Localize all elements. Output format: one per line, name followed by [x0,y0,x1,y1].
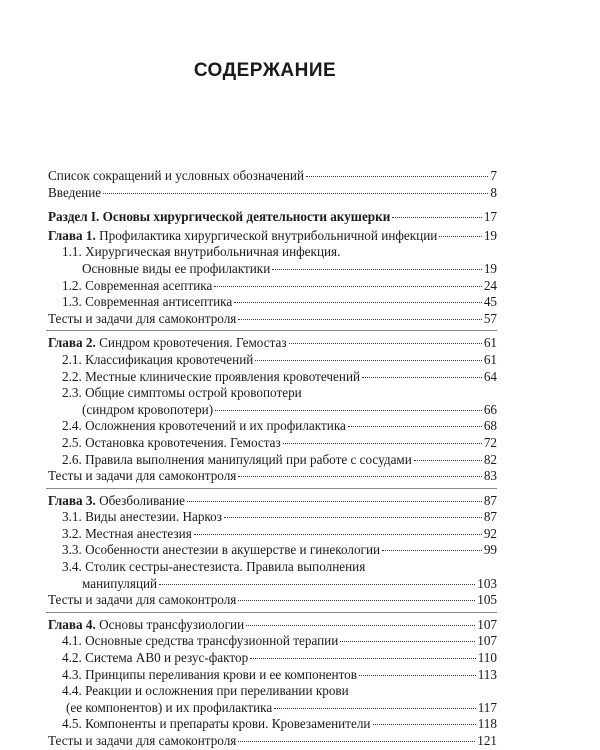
toc-entry-text: Основные виды ее профилактики [82,260,271,276]
toc-item-4-2[interactable] [48,650,497,667]
toc-item-1-1[interactable] [48,244,497,261]
toc-chapter-3[interactable] [48,493,497,510]
dot-leader [255,360,482,361]
toc-entry-text: 3.3. Особенности анестезии в акушерстве и гинекологии [62,542,381,558]
chapter-label: Глава 2. [48,335,96,351]
toc-tests-3[interactable] [48,592,497,609]
dot-leader [414,460,482,461]
dot-leader [340,641,475,642]
toc-entry-text: Тесты и задачи для самоконтроля [48,733,237,748]
toc-entry-text: 3.2. Местная анестезия [62,525,192,541]
toc-page-number: 61 [483,351,497,367]
toc-item-3-2[interactable] [48,526,497,543]
toc-item-3-4-continued[interactable] [48,576,497,593]
toc-item-4-3[interactable] [48,667,497,684]
toc-entry-text: 4.5. Компоненты и препараты крови. Кровезаменители [62,716,371,732]
toc-item-2-4[interactable] [48,418,497,435]
toc-page-number: 117 [477,699,497,715]
toc-page-number: 121 [477,733,497,748]
dot-leader [238,319,481,320]
toc-page-number: 87 [483,509,497,525]
toc-item-3-4[interactable] [48,559,497,576]
toc-entry-introduction[interactable] [48,185,497,202]
toc-tests-2[interactable] [48,468,497,485]
toc-entry-text: Введение [48,184,102,200]
dot-leader [250,658,476,659]
chapter-title: Обезболивание [99,492,186,508]
dot-leader [224,517,482,518]
toc-item-2-3[interactable] [48,385,497,402]
toc-entry-text: Тесты и задачи для самоконтроля [48,310,237,326]
table-of-contents [48,168,497,750]
toc-page-number: 7 [490,168,497,183]
toc-item-3-3[interactable] [48,542,497,559]
section-title: Раздел I. Основы хирургической деятельности акушерки [48,209,391,225]
toc-tests-1[interactable] [48,311,497,328]
toc-page-number: 72 [483,434,497,450]
toc-page-number: 107 [477,633,497,649]
toc-item-4-1[interactable] [48,633,497,650]
toc-section-heading[interactable] [48,209,497,226]
toc-chapter-4[interactable] [48,617,497,634]
toc-page-number: 45 [483,294,497,310]
toc-entry-text: 2.5. Остановка кровотечения. Гемостаз [62,434,281,450]
toc-entry-text: 2.6. Правила выполнения манипуляций при работе с сосудами [62,451,412,467]
toc-page-number: 103 [477,575,497,591]
toc-entry-text: Тесты и задачи для самоконтроля [48,592,237,608]
toc-entry-abbreviations[interactable] [48,168,497,185]
dot-leader [359,675,476,676]
toc-page-number: 83 [483,468,497,484]
chapter-label: Глава 3. [48,492,96,508]
toc-page-number: 57 [483,310,497,326]
dot-leader [306,176,488,177]
toc-page-number: 24 [483,277,497,293]
toc-entry-text: 1.3. Современная антисептика [62,294,233,310]
dot-leader [272,269,482,270]
toc-page-number: 113 [477,666,497,682]
toc-entry-text: 2.4. Осложнения кровотечений и их профилактика [62,418,346,434]
toc-item-4-4-continued[interactable] [48,700,497,717]
toc-entry-text: (синдром кровопотери) [82,401,214,417]
toc-page-number: 92 [483,525,497,541]
toc-page-number: 61 [483,335,497,351]
toc-item-2-2[interactable] [48,369,497,386]
toc-entry-text: 3.1. Виды анестезии. Наркоз [62,509,222,525]
dot-leader [238,741,475,742]
chapter-label: Глава 4. [48,616,96,632]
toc-item-2-1[interactable] [48,352,497,369]
toc-page-number: 107 [477,616,497,632]
dot-leader [348,426,482,427]
chapter-title: Синдром кровотечения. Гемостаз [99,335,287,351]
toc-page-number: 64 [483,368,497,384]
toc-entry-text: Список сокращений и условных обозначений [48,168,304,183]
dot-leader [439,236,481,237]
dot-leader [283,443,482,444]
toc-entry-text: 4.3. Принципы переливания крови и ее компонентов [62,666,358,682]
toc-entry-text: 2.3. Общие симптомы острой кровопотери [62,385,302,401]
toc-page-number: 17 [483,209,497,225]
toc-entry-text: 4.2. Система АВ0 и резус-фактор [62,650,249,666]
toc-page-number: 99 [483,542,497,558]
toc-entry-text: 3.4. Столик сестры-анестезиста. Правила выполнения [62,559,366,575]
dot-leader [274,708,475,709]
dot-leader [103,193,488,194]
toc-page-number: 105 [477,592,497,608]
toc-item-2-6[interactable] [48,452,497,469]
dot-leader [246,625,475,626]
toc-page-number: 82 [483,451,497,467]
dot-leader [187,501,482,502]
toc-entry-text: 1.2. Современная асептика [62,277,213,293]
toc-chapter-2[interactable] [48,335,497,352]
page-title: СОДЕРЖАНИЕ [193,60,337,81]
toc-entry-text: 2.2. Местные клинические проявления кровотечений [62,368,361,384]
toc-page-number: 68 [483,418,497,434]
toc-entry-text: манипуляций [82,575,158,591]
chapter-title: Профилактика хирургической внутрибольничной инфекции [99,227,438,243]
divider [46,330,497,331]
toc-item-2-5[interactable] [48,435,497,452]
toc-page-number: 118 [477,716,497,732]
dot-leader [289,343,482,344]
toc-item-3-1[interactable] [48,509,497,526]
divider [46,488,497,489]
dot-leader [392,217,481,218]
dot-leader [362,377,482,378]
chapter-title: Основы трансфузиологии [99,616,245,632]
toc-page-number: 8 [490,184,497,200]
dot-leader [215,410,482,411]
toc-page-number: 87 [483,492,497,508]
toc-entry-text: 4.1. Основные средства трансфузионной терапии [62,633,339,649]
toc-entry-text: (ее компонентов) и их профилактика [66,699,273,715]
toc-page-number: 66 [483,401,497,417]
toc-item-1-2[interactable] [48,278,497,295]
dot-leader [238,600,475,601]
toc-item-2-3-continued[interactable] [48,402,497,419]
dot-leader [373,724,476,725]
toc-page-number: 19 [483,227,497,243]
dot-leader [194,534,482,535]
toc-entry-text: 4.4. Реакции и осложнения при переливании крови [62,683,349,699]
dot-leader [238,476,481,477]
chapter-label: Глава 1. [48,227,96,243]
toc-item-1-3[interactable] [48,294,497,311]
dot-leader [159,584,475,585]
toc-page-number: 110 [477,650,497,666]
toc-tests-4[interactable] [48,733,497,750]
toc-entry-text: 2.1. Классификация кровотечений [62,351,254,367]
toc-entry-text: Тесты и задачи для самоконтроля [48,468,237,484]
toc-item-4-5[interactable] [48,716,497,733]
dot-leader [234,302,482,303]
toc-item-1-1-continued[interactable] [48,261,497,278]
dot-leader [214,286,481,287]
toc-chapter-1[interactable] [48,228,497,245]
toc-entry-text: 1.1. Хирургическая внутрибольничная инфекция. [62,244,341,260]
toc-item-4-4[interactable] [48,683,497,700]
toc-page-number: 19 [483,260,497,276]
divider [46,612,497,613]
dot-leader [382,550,482,551]
